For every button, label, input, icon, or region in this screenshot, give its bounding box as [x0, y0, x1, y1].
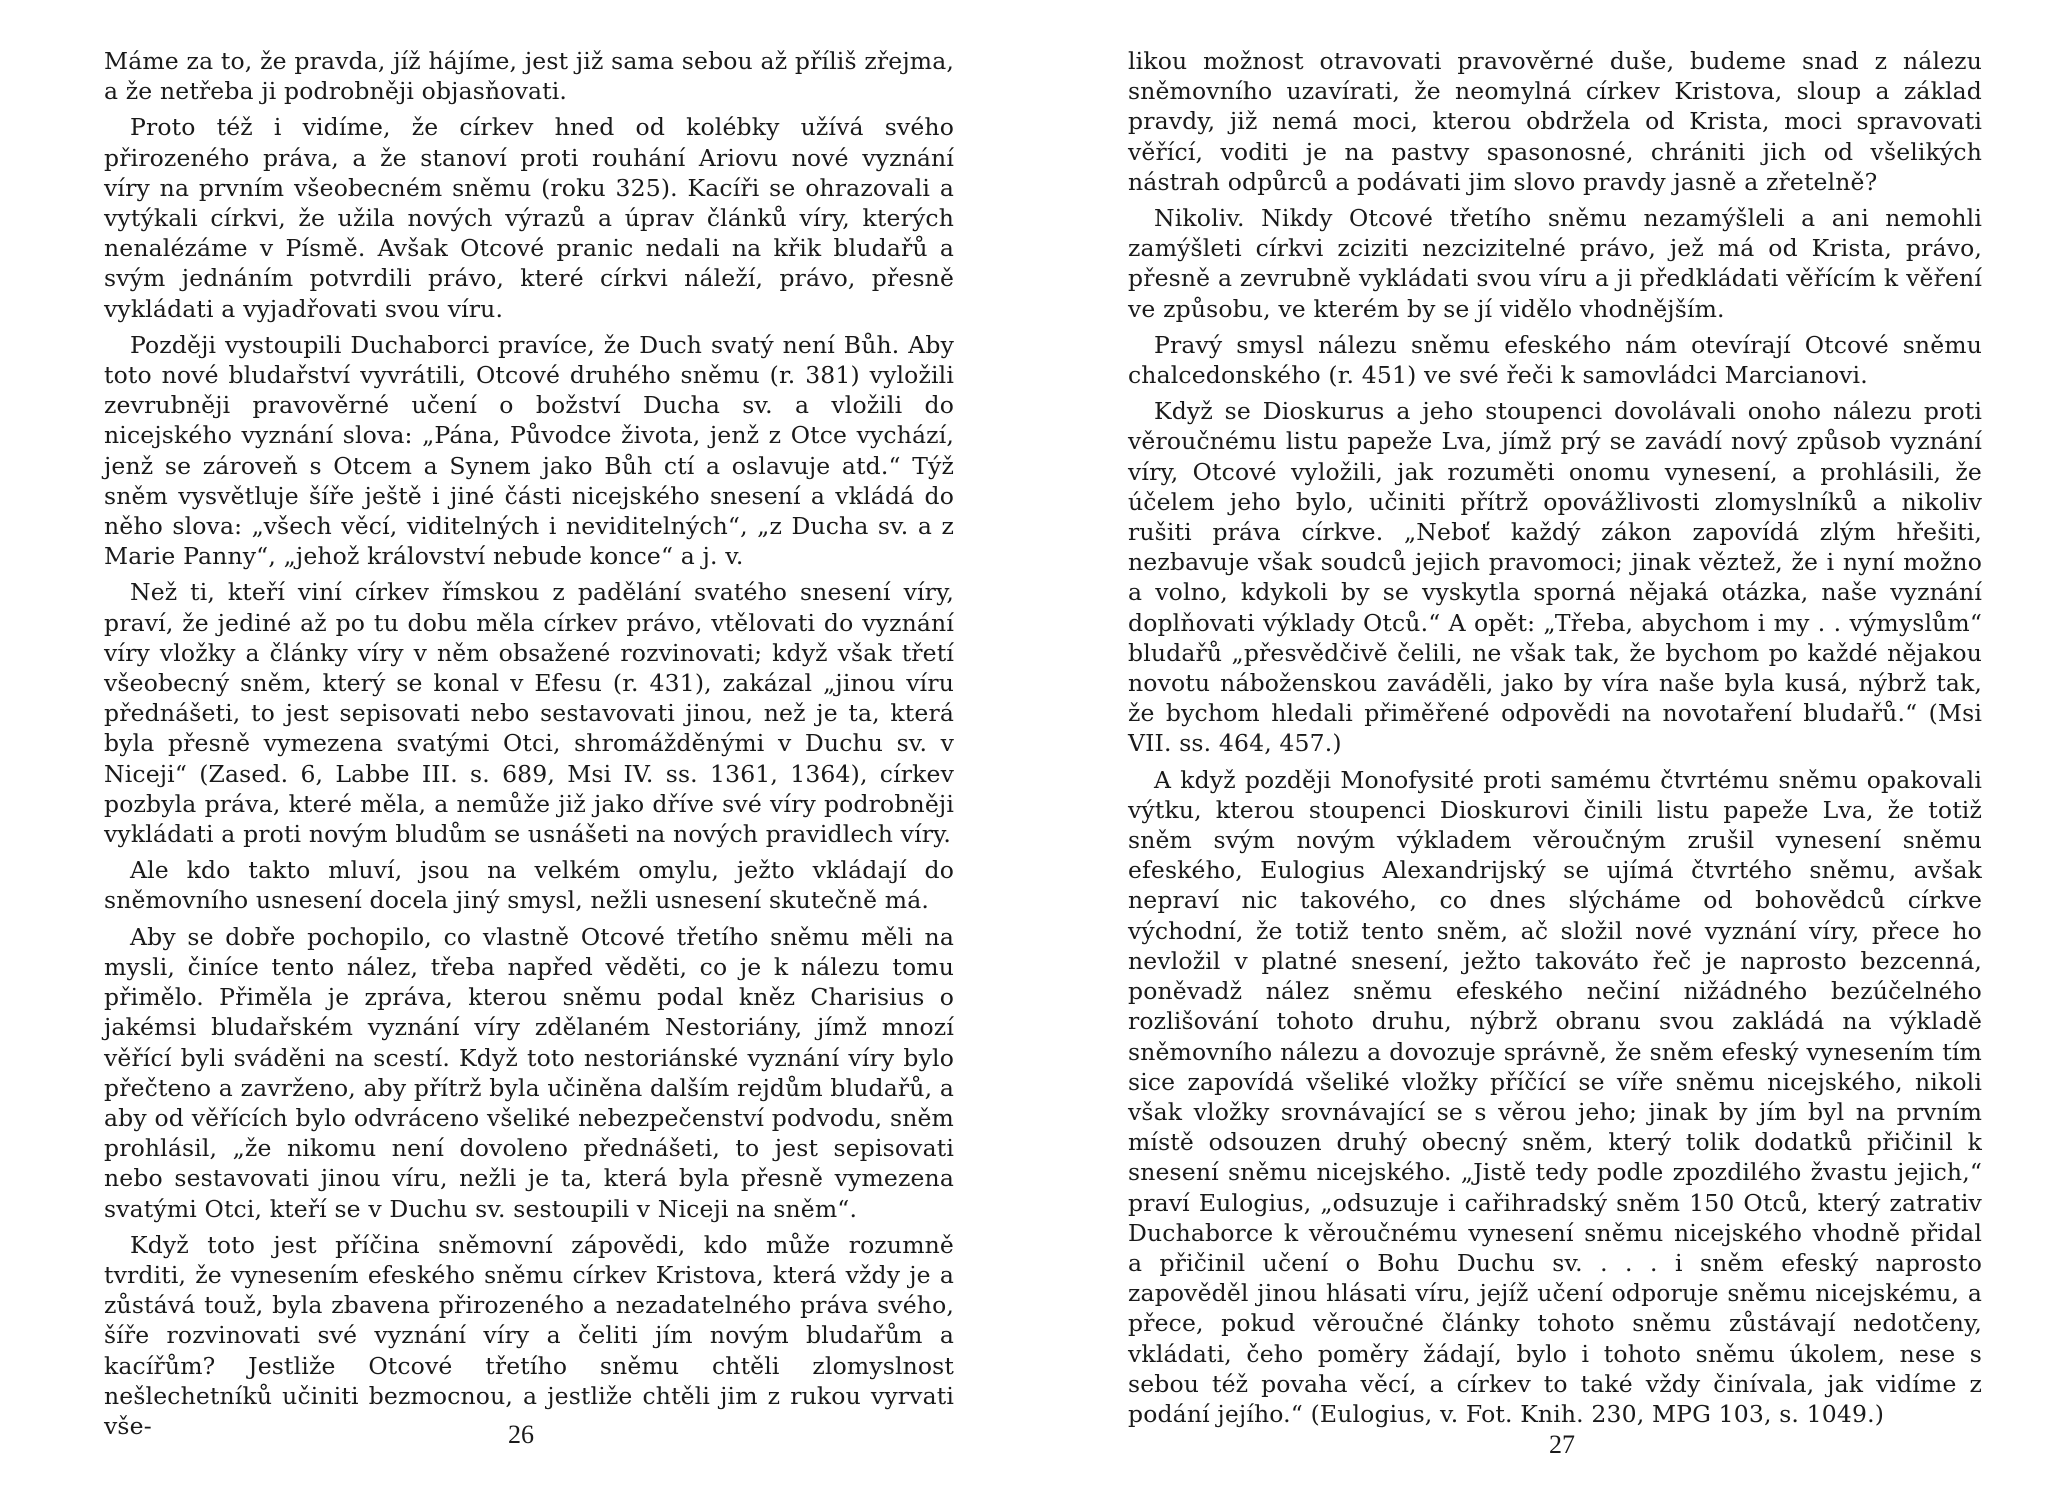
paragraph: Máme za to, že pravda, jíž hájíme, jest již sama sebou až příliš zřejma, a že netřeba ji podrobněji objasňovati.	[104, 47, 954, 106]
paragraph: Ale kdo takto mluví, jsou na velkém omylu, ježto vkládají do sněmovního usnesení docela jiný smysl, nežli usnesení skutečně má.	[104, 856, 954, 915]
page-number: 27	[1549, 1430, 1575, 1459]
right-page	[1036, 0, 2072, 1500]
paragraph: Proto též i vidíme, že církev hned od kolébky užívá svého přirozeného práva, a že stanoví proti rouhání Ariovu nové vyznání víry na prvním všeobecném sněmu (roku 325). Kacíři se ohrazovali a vytýkali církvi, že užila nových výrazů a úprav článků víry, kterých nenalézáme v Písmě. Avšak Otcové pranic nedali na křik bludařů a svým jednáním potvrdili právo, které církvi náleží, právo, přesně vykládati a vyjadřovati svou víru.	[104, 113, 954, 323]
page-number: 26	[508, 1420, 534, 1449]
left-page-text	[104, 46, 954, 1441]
paragraph: Pravý smysl nálezu sněmu efeského nám otevírají Otcové sněmu chalcedonského (r. 451) ve své řeči k samovládci Marcianovi.	[1128, 330, 1982, 390]
paragraph: Když se Dioskurus a jeho stoupenci dovolávali onoho nálezu proti věroučnému listu papeže Lva, jímž prý se zavádí nový způsob vyznání víry, Otcové vyložili, jak rozuměti onomu vynesení, a prohlásili, že účelem jeho bylo, učiniti přítrž opovážlivosti zlomyslníků a nikoliv rušiti práva církve. „Neboť každý zákon zapovídá zlým hřešiti, nezbavuje však soudců jejich pravomoci; jinak věztež, že i nyní možno a volno, kdykoli by se vyskytla sporná nějaká otázka, naše vyznání doplňovati výklady Otců.“ A opět: „Třeba, abychom i my . . výmyslům“ bludařů „přesvědčivě čelili, ne však tak, že bychom po každé nějakou novotu náboženskou zaváděli, jako by víra naše byla kusá, nýbrž tak, že bychom hledali přiměřené odpovědi na novotaření bludařů.“ (Msi VII. ss. 464, 457.)	[1128, 397, 1982, 758]
paragraph: A když později Monofysité proti samému čtvrtému sněmu opakovali výtku, kterou stoupenci Dioskurovi činili listu papeže Lva, že totiž sněm svým novým výkladem věroučným zrušil vynesení sněmu efeského, Eulogius Alexandrijský se ujímá čtvrtého sněmu, avšak nepraví nic takového, co dnes slýcháme od bohovědců církve východní, že totiž tento sněm, ač složil nové vyznání víry, přece ho nevložil v platné snesení, ježto takováto řeč je naprosto bezcenná, poněvadž nález sněmu efeského nečiní nižádného bezúčelného rozlišování tohoto druhu, nýbrž obranu svou zakládá na výkladě sněmovního nálezu a dovozuje správně, že sněm efeský vynesením tím sice zapovídá všeliké vložky příčící se víře sněmu nicejského, nikoli však vložky srovnávající se s věrou jeho; jinak by jím byl na prvním místě odsouzen druhý obecný sněm, který tolik dodatků přičinil k snesení sněmu nicejského. „Jistě tedy podle zpozdilého žvastu jejich,“ praví Eulogius, „odsuzuje i cařihradský sněm 150 Otců, který zatrativ Duchaborce k věroučnému vynesení sněmu nicejského vhodně přidal a přičinil učení o Bohu Duchu sv. . . . i sněm efeský naprosto zapověděl jinou hlásati víru, jejíž učení odporuje sněmu nicejskému, a přece, pokud věroučné články tohoto sněmu zůstávají nedotčeny, vkládati, čeho poměry žádají, bylo i tohoto sněmu úkolem, nese s sebou též povaha věcí, a církev to také vždy činívala, jak vidíme z podání jejího.“ (Eulogius, v. Fot. Knih. 230, MPG 103, s. 1049.)	[1128, 765, 1982, 1428]
paragraph: likou možnost otravovati pravověrné duše, budeme snad z nálezu sněmovního uzavírati, že neomylná církev Kristova, sloup a základ pravdy, již nemá moci, kterou obdržela od Krista, moci spravovati věřící, voditi je na pastvy spasonosné, chrániti jich od všelikých nástrah odpůrců a podávati jim slovo pravdy jasně a zřetelně?	[1128, 47, 1982, 196]
paragraph: Aby se dobře pochopilo, co vlastně Otcové třetího sněmu měli na mysli, činíce tento nález, třeba napřed věděti, co je k nálezu tomu přimělo. Přiměla je zpráva, kterou sněmu podal kněz Charisius o jakémsi bludařském vyznání víry zdělaném Nestoriány, jímž mnozí věřící byli sváděni na scestí. Když toto nestoriánské vyznání víry bylo přečteno a zavrženo, aby přítrž byla učiněna dalším rejdům bludařů, a aby od věřících bylo odvráceno všeliké nebezpečenství podvodu, sněm prohlásil, „že nikomu není dovoleno přednášeti, to jest sepisovati nebo sestavovati jinou víru, nežli je ta, která byla přesně vymezena svatými Otci, kteří se v Duchu sv. sestoupili v Niceji na sněm“.	[104, 922, 954, 1223]
paragraph: Nikoliv. Nikdy Otcové třetího sněmu nezamýšleli a ani nemohli zamýšleti církvi zciziti nezcizitelné právo, jež má od Krista, právo, přesně a zevrubně vykládati svou víru a ji předkládati věřícím k věření ve způsobu, ve kterém by se jí vidělo vhodnějším.	[1128, 204, 1982, 323]
paragraph: Později vystoupili Duchaborci pravíce, že Duch svatý není Bůh. Aby toto nové bludařství vyvrátili, Otcové druhého sněmu (r. 381) vyložili zevrubněji pravověrné učení o božství Ducha sv. a vložili do nicejského vyznání slova: „Pána, Původce života, jenž z Otce vychází, jenž se zároveň s Otcem a Synem jako Bůh ctí a oslavuje atd.“ Týž sněm vysvětluje šíře ještě i jiné části nicejského snesení a vkládá do něho slova: „všech věcí, viditelných i neviditelných“, „z Ducha sv. a z Marie Panny“, „jehož království nebude konce“ a j. v.	[104, 330, 954, 571]
paragraph: Když toto jest příčina sněmovní zápovědi, kdo může rozumně tvrditi, že vynesením efeského sněmu církev Kristova, která vždy je a zůstává touž, byla zbavena přirozeného a nezadatelného práva svého, šíře rozvinovati své vyznání víry a čeliti jím novým bludařům a kacířům? Jestliže Otcové třetího sněmu chtěli zlomyslnost nešlechetníků učiniti bezmocnou, a jestliže chtěli jim z rukou vyrvati vše-	[104, 1230, 954, 1440]
right-page-text	[1128, 46, 1982, 1429]
paragraph: Než ti, kteří viní církev římskou z padělání svatého snesení víry, praví, že jediné až po tu dobu měla církev právo, vtělovati do vyznání víry vložky a články víry v něm obsažené rozvinovati; když však třetí všeobecný sněm, který se konal v Efesu (r. 431), zakázal „jinou víru přednášeti, to jest sepisovati nebo sestavovati jinou, než je ta, která byla přesně vymezena svatými Otci, shromážděnými v Duchu sv. v Niceji“ (Zased. 6, Labbe III. s. 689, Msi IV. ss. 1361, 1364), církev pozbyla práva, které měla, a nemůže již jako dříve své víry podrobněji vykládati a proti novým bludům se usnášeti na nových pravidlech víry.	[104, 578, 954, 849]
